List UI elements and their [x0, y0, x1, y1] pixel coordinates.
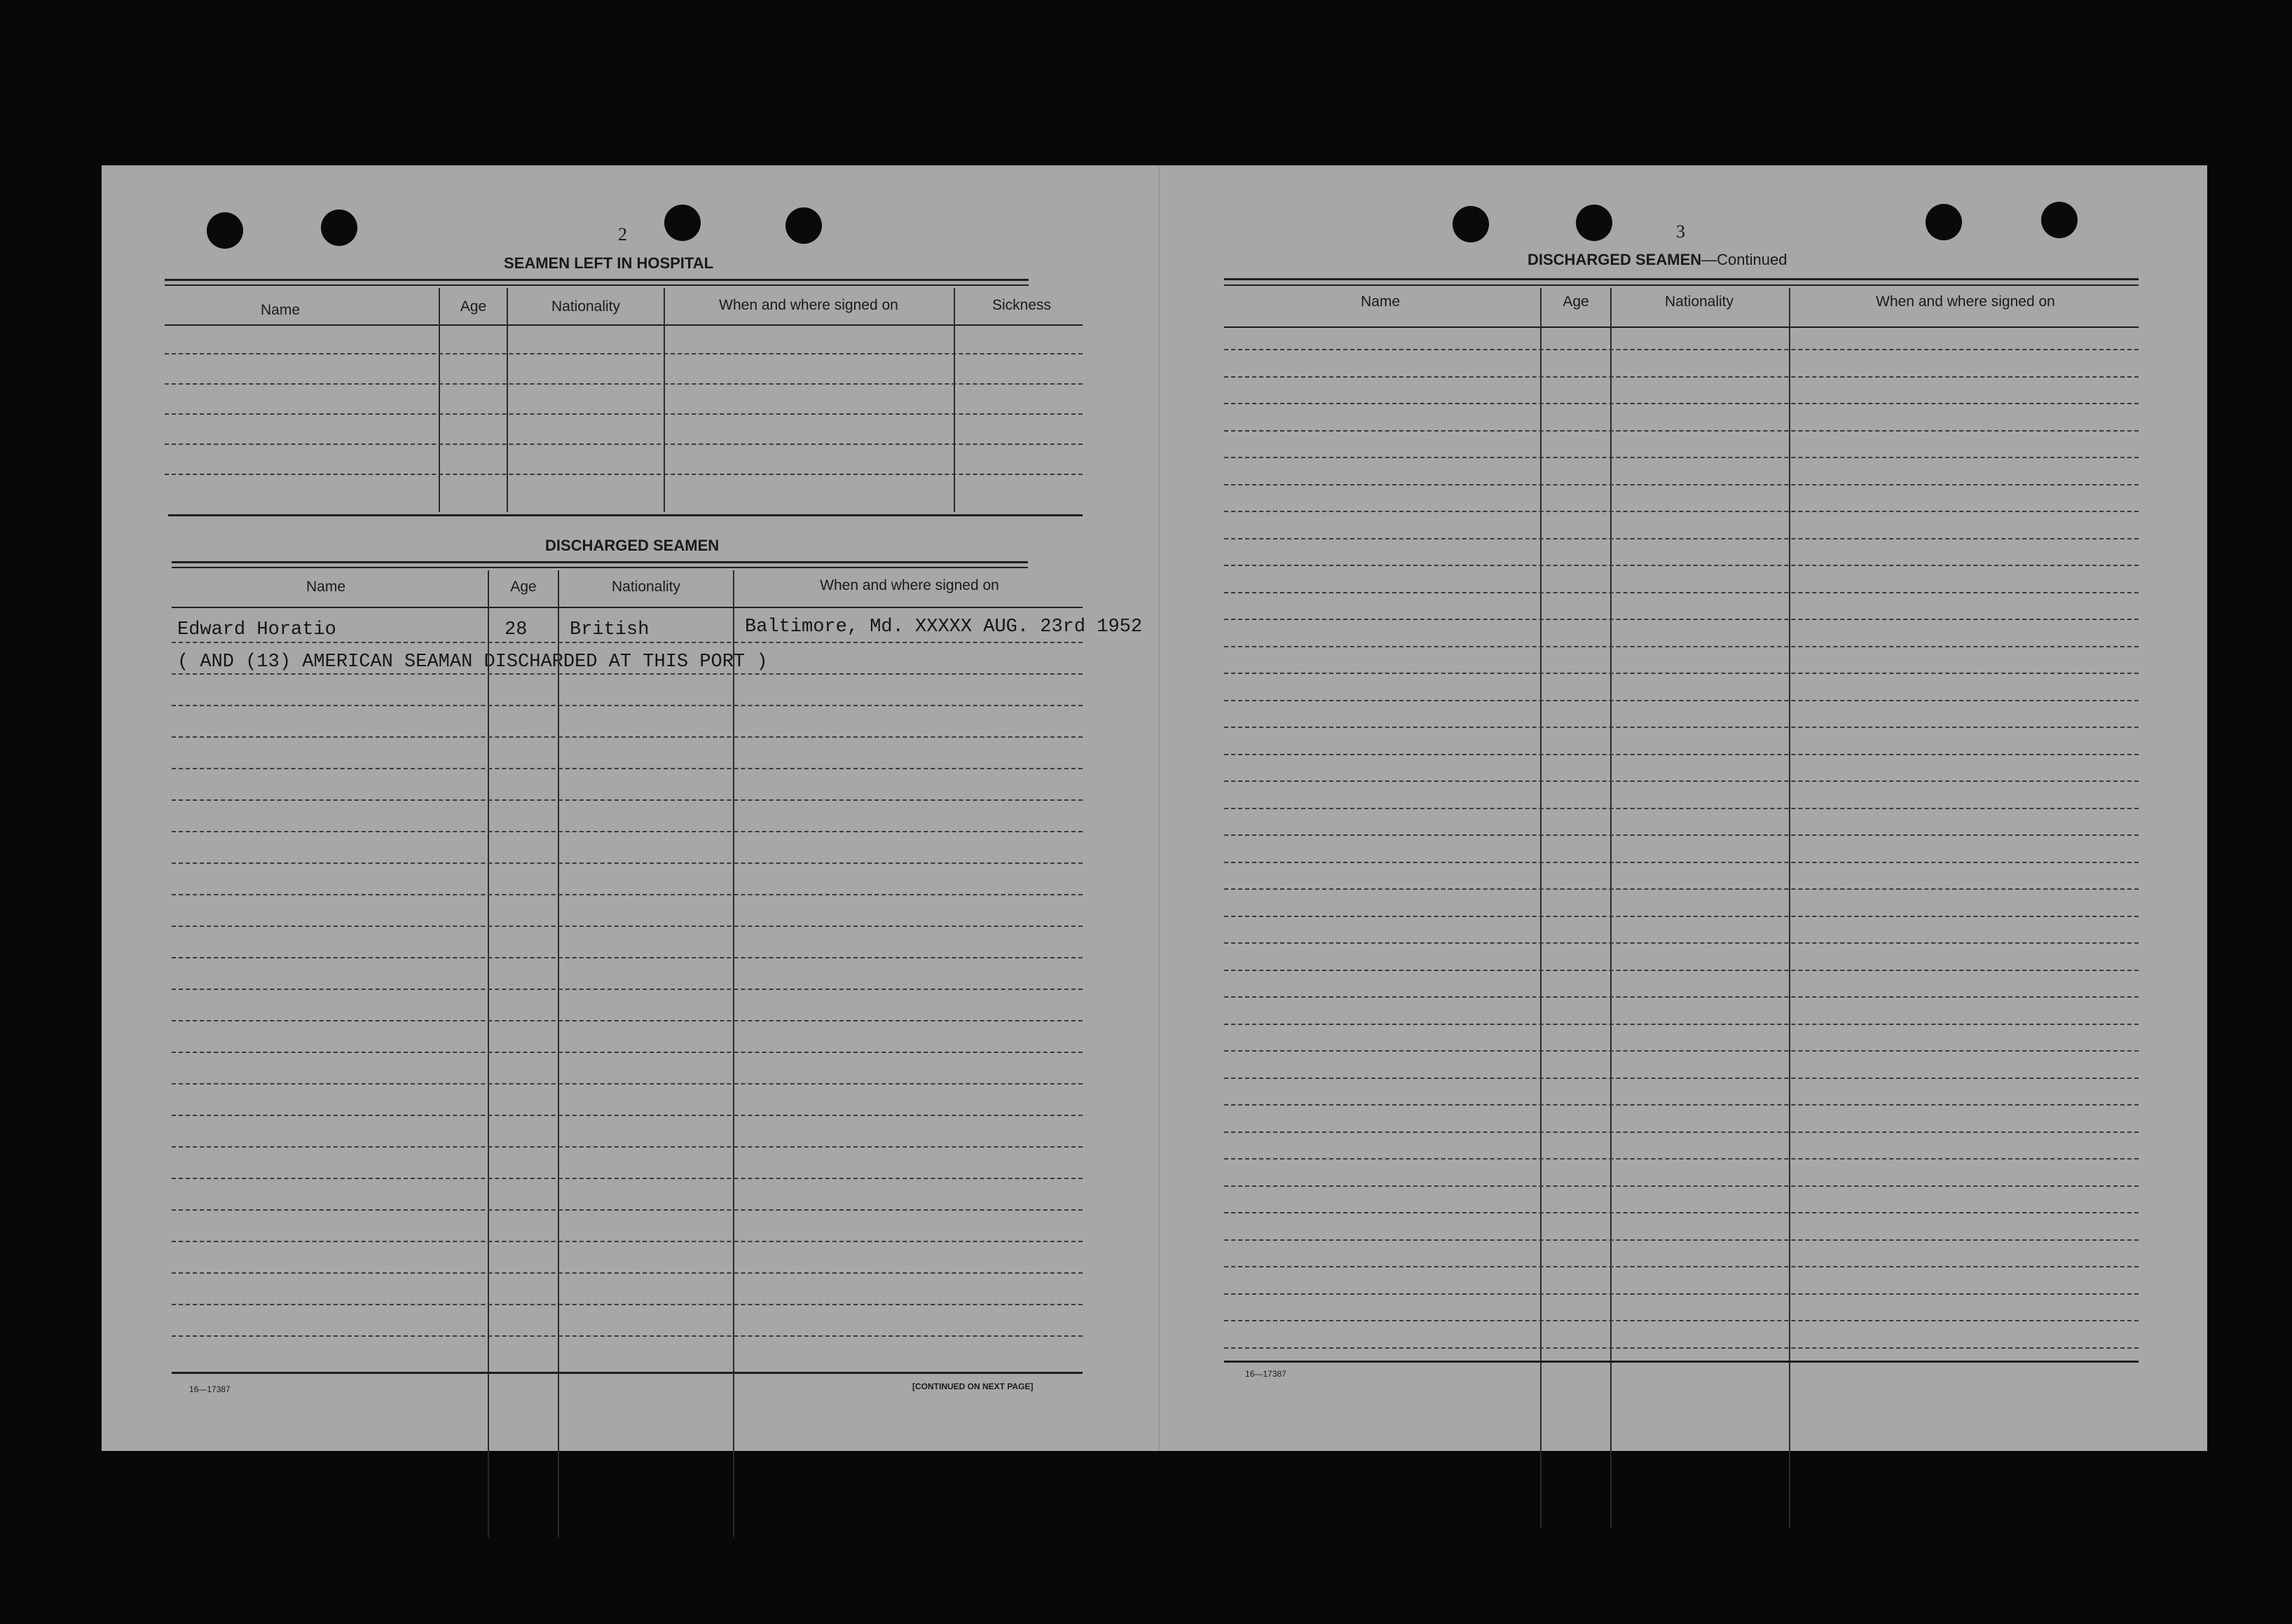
continued-row-line: [1224, 457, 2139, 458]
continued-row-line: [1224, 1158, 2139, 1159]
discharged-row-line: [172, 1209, 1083, 1211]
discharged-row-line: [172, 642, 1083, 643]
continued-header-age: Age: [1563, 294, 1589, 310]
punch-hole: [1926, 204, 1962, 240]
discharged-row-line: [172, 768, 1083, 769]
continued-row-line: [1224, 565, 2139, 566]
punch-hole: [2041, 202, 2078, 238]
discharged-row-line: [172, 1178, 1083, 1179]
punch-hole: [664, 205, 701, 241]
continued-row-line: [1224, 916, 2139, 917]
continued-row-line: [1224, 888, 2139, 890]
hospital-row-line: [165, 443, 1083, 445]
hospital-header-nationality: Nationality: [551, 298, 621, 315]
discharged-row-line: [172, 989, 1083, 990]
continued-row-line: [1224, 1212, 2139, 1213]
continued-row-line: [1224, 834, 2139, 836]
discharged-row-nationality: British: [570, 619, 650, 640]
discharged-row-line: [172, 957, 1083, 958]
continued-header-signed-on: When and where signed on: [1876, 294, 2055, 310]
punch-hole: [207, 212, 243, 249]
discharged-row-line: [172, 1052, 1083, 1053]
discharged-header-name: Name: [306, 579, 346, 595]
discharged-header-nationality: Nationality: [611, 579, 681, 595]
continued-row-line: [1224, 1185, 2139, 1187]
continued-row-line: [1224, 970, 2139, 971]
center-fold: [1158, 165, 1160, 1451]
continued-row-line: [1224, 592, 2139, 593]
continued-row-line: [1224, 511, 2139, 512]
continued-note: [CONTINUED ON NEXT PAGE]: [912, 1382, 1034, 1391]
punch-hole: [1576, 205, 1612, 241]
continued-row-line: [1224, 646, 2139, 647]
continued-row-line: [1224, 780, 2139, 782]
continued-row-line: [1224, 727, 2139, 728]
hospital-section-title: SEAMEN LEFT IN HOSPITAL: [504, 254, 714, 272]
discharged-row-line: [172, 925, 1083, 927]
discharged-row-line: [172, 894, 1083, 895]
hospital-row-line: [165, 413, 1083, 415]
page-number-right: 3: [1676, 221, 1685, 242]
discharged-section-title: DISCHARGED SEAMEN: [545, 537, 720, 554]
continued-row-line: [1224, 1078, 2139, 1079]
continued-row-line: [1224, 349, 2139, 350]
form-number-left: 16—17387: [189, 1384, 231, 1394]
discharged-row-line: [172, 1146, 1083, 1148]
continued-bottom-rule: [1224, 1361, 2139, 1363]
discharged-row-line: [172, 673, 1083, 675]
discharged-row-signed-on: Baltimore, Md. XXXXX AUG. 23rd 1952: [745, 617, 1143, 638]
continued-row-line: [1224, 1347, 2139, 1349]
punch-hole: [1453, 206, 1489, 242]
hospital-header-age: Age: [460, 298, 487, 315]
punch-hole: [321, 209, 357, 246]
continued-section-title: DISCHARGED SEAMEN—Continued: [1528, 251, 1787, 268]
hospital-header-name: Name: [260, 302, 301, 318]
continued-row-line: [1224, 1239, 2139, 1241]
continued-row-line: [1224, 1024, 2139, 1025]
hospital-row-line: [165, 474, 1083, 475]
continued-row-line: [1224, 1320, 2139, 1321]
discharged-row-line: [172, 1304, 1083, 1305]
page-number-left: 2: [618, 224, 627, 245]
continued-header-nationality: Nationality: [1664, 294, 1734, 310]
continued-row-line: [1224, 1050, 2139, 1052]
hospital-header-signed-on: When and where signed on: [719, 297, 898, 313]
continued-row-line: [1224, 808, 2139, 809]
discharged-row-line: [172, 736, 1083, 738]
discharged-row-line: [172, 1115, 1083, 1116]
hospital-top-rule: [165, 279, 1029, 281]
continued-row-line: [1224, 942, 2139, 944]
discharged-top-rule: [172, 561, 1028, 563]
discharged-header-age: Age: [510, 579, 537, 595]
continued-row-line: [1224, 403, 2139, 404]
discharged-row-line: [172, 1083, 1083, 1085]
continued-row-line: [1224, 754, 2139, 755]
discharged-row-line: [172, 1272, 1083, 1274]
discharged-row-line: [172, 862, 1083, 864]
hospital-row-line: [165, 383, 1083, 385]
continued-row-line: [1224, 376, 2139, 378]
continued-row-line: [1224, 862, 2139, 863]
continued-row-line: [1224, 430, 2139, 432]
document-sheet: [102, 165, 2207, 1451]
continued-top-rule: [1224, 278, 2139, 280]
discharged-row-line: [172, 705, 1083, 706]
hospital-header-sickness: Sickness: [991, 297, 1052, 313]
discharged-header-signed-on: When and where signed on: [820, 577, 999, 593]
discharged-row-line: [172, 1335, 1083, 1337]
continued-row-line: [1224, 1293, 2139, 1295]
punch-hole: [785, 207, 822, 244]
hospital-bottom-rule: [168, 514, 1083, 516]
continued-row-line: [1224, 1131, 2139, 1133]
continued-header-name: Name: [1360, 294, 1401, 310]
continued-row-line: [1224, 538, 2139, 539]
continued-row-line: [1224, 700, 2139, 701]
continued-row-line: [1224, 996, 2139, 998]
discharged-bottom-rule: [172, 1372, 1083, 1374]
form-number-right: 16—17387: [1245, 1369, 1286, 1379]
discharged-row-name: Edward Horatio: [177, 619, 336, 640]
continued-row-line: [1224, 1104, 2139, 1106]
discharged-row-line: [172, 799, 1083, 801]
continued-row-line: [1224, 1266, 2139, 1267]
discharged-note: ( AND (13) AMERICAN SEAMAN DISCHARDED AT THIS PORT ): [177, 652, 768, 673]
continued-row-line: [1224, 619, 2139, 620]
hospital-row-line: [165, 353, 1083, 355]
continued-row-line: [1224, 673, 2139, 674]
discharged-row-line: [172, 831, 1083, 832]
continued-row-line: [1224, 484, 2139, 486]
discharged-row-line: [172, 1241, 1083, 1242]
discharged-row-line: [172, 1020, 1083, 1021]
discharged-row-age: 28: [505, 619, 528, 640]
